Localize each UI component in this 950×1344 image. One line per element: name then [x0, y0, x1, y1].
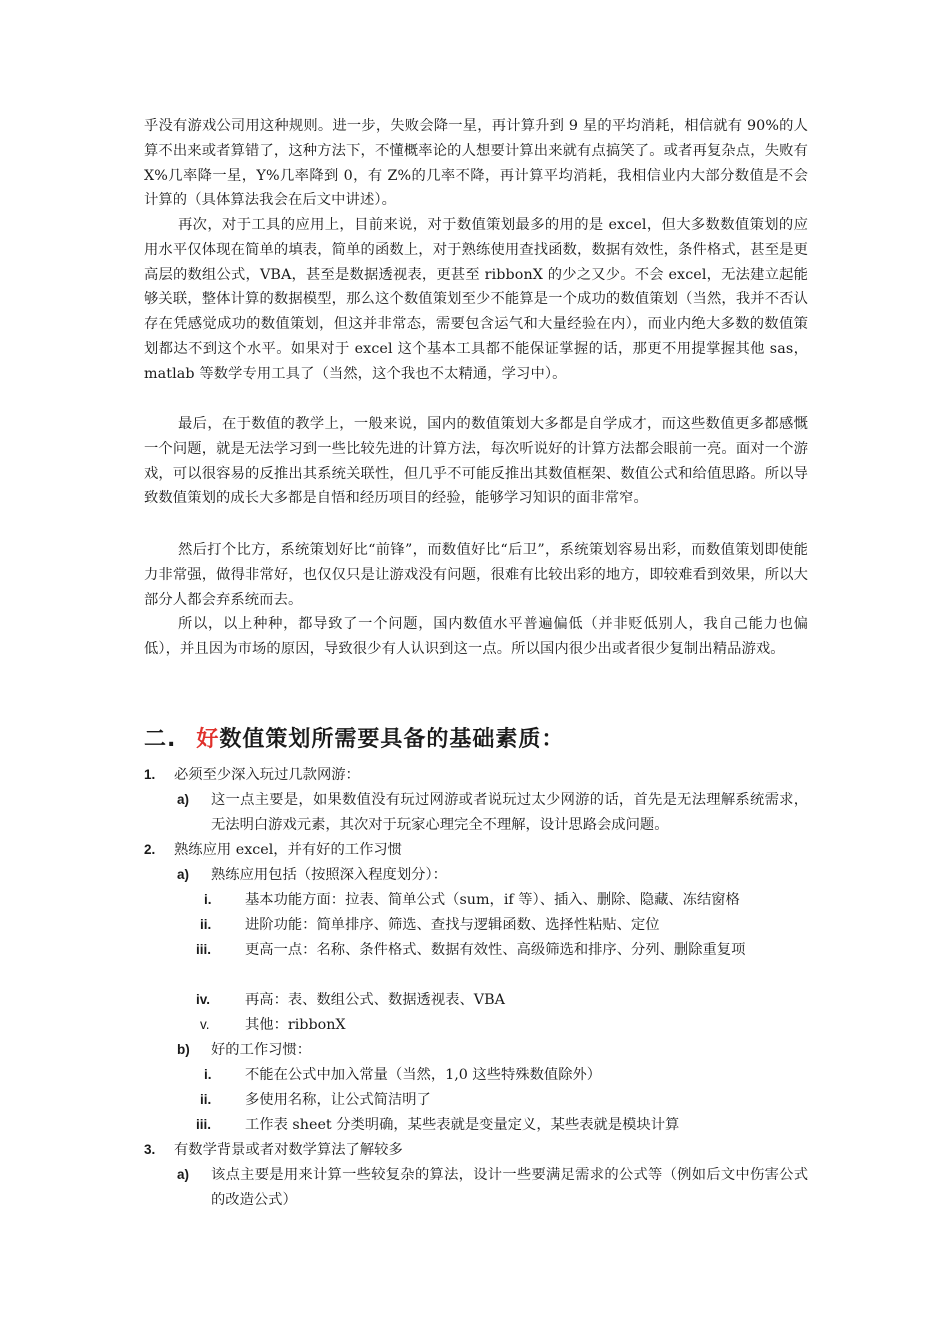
- list-item-text: 再高：表、数组公式、数据透视表、VBA: [245, 992, 505, 1008]
- list-item-text: 熟练应用 excel，并有好的工作习惯: [174, 842, 402, 858]
- list-marker: 3.: [144, 1142, 156, 1157]
- paragraph-5: 所以，以上种种，都导致了一个问题，国内数值水平普遍偏低（并非贬低别人，我自己能力也偏低），并且因为市场的原因，导致很少有人认识到这一点。所以国内很少出或者很少复制出精品游戏。: [144, 616, 808, 657]
- list-marker: iv.: [196, 992, 211, 1007]
- list-marker: iii.: [196, 942, 212, 957]
- list-item-text: 基本功能方面：拉表、简单公式（sum，if 等）、插入、删除、隐藏、冻结窗格: [245, 892, 740, 908]
- list-item-text: 其他：ribbonX: [245, 1017, 346, 1033]
- list-item-text: 熟练应用包括（按照深入程度划分）：: [211, 867, 447, 883]
- list-item-text: 不能在公式中加入常量（当然，1,0 这些特殊数值除外）: [245, 1067, 602, 1083]
- list-item-text: 该点主要是用来计算一些较复杂的算法，设计一些要满足需求的公式等（例如后文中伤害公式的改造公式）: [211, 1167, 808, 1208]
- list-marker: ii.: [200, 917, 212, 932]
- list-marker: a): [177, 867, 190, 882]
- list-marker: a): [177, 1167, 190, 1182]
- paragraph-2: 再次，对于工具的应用上，目前来说，对于数值策划最多的用的是 excel，但大多数数值策划的应用水平仅体现在简单的填表，简单的函数上，对于熟练使用查找函数，数据有效性，条件格式，甚至是更高层的数组公式，VBA，甚至是数据透视表，更甚至 ribbonX 的少之又少。不会 excel，无法建立起能够关联，整体计算的数据模型，那么这个数值策划至少不能算是一个成功的数值策划（当然，我并不否认存在凭感觉成功的数值策划，但这并非常态，需要包含运气和大量经验在内），而业内绝大多数的数值策划都达不到这个水平。如果对于 excel 这个基本工具都不能保证掌握的话，那更不用提掌握其他 sas，matlab 等数学专用工具了（当然，这个我也不太精通，学习中）。: [144, 217, 808, 382]
- list-marker: iii.: [196, 1117, 212, 1132]
- list-marker: a): [177, 792, 190, 807]
- list-item-text: 好的工作习惯：: [211, 1042, 312, 1058]
- list-item-text: 这一点主要是，如果数值没有玩过网游或者说玩过太少网游的话，首先是无法理解系统需求，无法明白游戏元素，其次对于玩家心理完全不理解，设计思路会成问题。: [211, 792, 808, 833]
- list-marker: b): [177, 1042, 190, 1057]
- list-marker: i.: [204, 892, 212, 907]
- paragraph-3: 最后，在于数值的教学上，一般来说，国内的数值策划大多都是自学成才，而这些数值更多都感慨一个问题，就是无法学习到一些比较先进的计算方法，每次听说好的计算方法都会眼前一亮。面对一个游戏，可以很容易的反推出其系统关联性，但几乎不可能反推出其数值框架、数值公式和给值思路。所以导致数值策划的成长大多都是自悟和经历项目的经验，能够学习知识的面非常窄。: [144, 416, 808, 507]
- section-heading-text: 数值策划所需要具备的基础素质：: [219, 727, 565, 752]
- list-item-text: 工作表 sheet 分类明确，某些表就是变量定义，某些表就是模块计算: [245, 1117, 680, 1133]
- list-item-text: 有数学背景或者对数学算法了解较多: [174, 1142, 403, 1158]
- list-marker: 2.: [144, 842, 156, 857]
- list-item-text: 进阶功能：简单排序、筛选、查找与逻辑函数、选择性粘贴、定位: [245, 917, 660, 933]
- list-item-text: 必须至少深入玩过几款网游：: [174, 767, 360, 783]
- list-marker: ii.: [200, 1092, 212, 1107]
- paragraph-1: 乎没有游戏公司用这种规则。进一步，失败会降一星，再计算升到 9 星的平均消耗，相信就有 90%的人算不出来或者算错了，这种方法下，不懂概率论的人想要计算出来就有点搞笑了。或者再复杂点，失败有 X%几率降一星，Y%几率降到 0，有 Z%的几率不降，再计算平均消耗，我相信业内大部分数值是不会计算的（具体算法我会在后文中讲述）。: [144, 118, 808, 209]
- section-number: 二.: [144, 727, 177, 752]
- list-marker: v.: [200, 1017, 210, 1032]
- section-heading-highlight: 好: [196, 727, 220, 752]
- list-item-text: 更高一点：名称、条件格式、数据有效性、高级筛选和排序、分列、删除重复项: [245, 942, 746, 958]
- list-item-text: 多使用名称，让公式简洁明了: [245, 1092, 431, 1108]
- list-marker: 1.: [144, 767, 156, 782]
- paragraph-4: 然后打个比方，系统策划好比“前锋”，而数值好比“后卫”，系统策划容易出彩，而数值策划即使能力非常强，做得非常好，也仅仅只是让游戏没有问题，很难有比较出彩的地方，即较难看到效果，所以大部分人都会弃系统而去。: [144, 542, 808, 608]
- section-heading: [144, 722, 564, 753]
- list-marker: i.: [204, 1067, 212, 1082]
